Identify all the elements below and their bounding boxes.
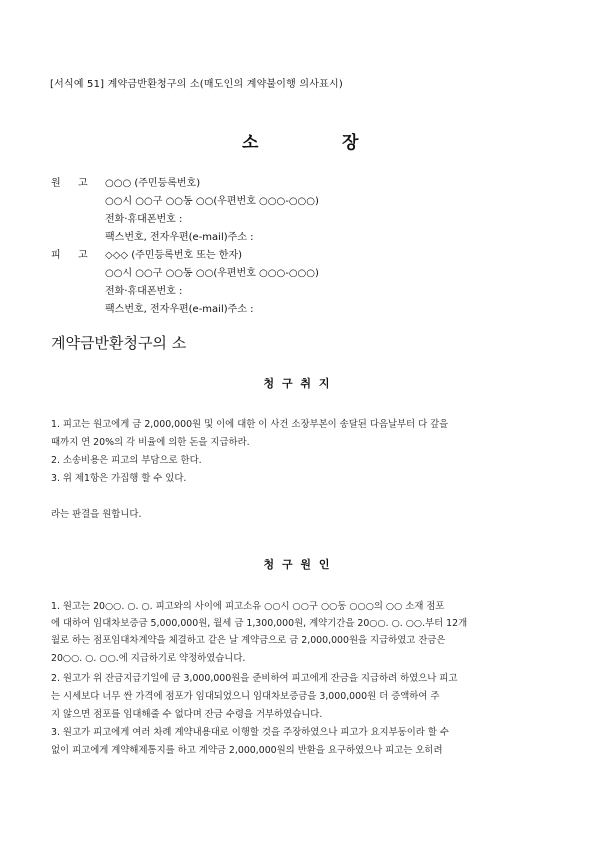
plaintiff-address: ○○시 ○○구 ○○동 ○○(우편번호 ○○○-○○○) xyxy=(105,196,319,207)
causes-heading: 청 구 원 인 xyxy=(263,558,332,571)
plaintiff-label-2: 고 xyxy=(78,178,88,189)
claims-closing: 라는 판결을 원합니다. xyxy=(51,509,142,520)
defendant-label-1: 피 xyxy=(51,250,61,261)
defendant-phone: 전화·휴대폰번호 : xyxy=(105,286,183,297)
plaintiff-fax-email: 팩스번호, 전자우편(e-mail)주소 : xyxy=(105,232,254,243)
claims-line: 3. 위 제1항은 가집행 할 수 있다. xyxy=(51,473,187,484)
causes-line: 3. 원고가 피고에게 여러 차례 계약내용대로 이행할 것을 주장하였으나 피고가 요지부동이라 할 수 xyxy=(51,727,449,738)
defendant-label-2: 고 xyxy=(78,250,88,261)
claims-line: 2. 소송비용은 피고의 부담으로 한다. xyxy=(51,455,202,466)
causes-line: 는 시세보다 너무 싼 가격에 점포가 임대되었으니 임대차보증금을 3,000,000원 더 증액하여 주 xyxy=(51,691,440,702)
defendant-name: ◇◇◇ (주민등록번호 또는 한자) xyxy=(105,250,243,261)
causes-line: 2. 원고가 위 잔금지급기일에 금 3,000,000원을 준비하여 피고에게 잔금을 지급하려 하였으나 피고 xyxy=(51,673,458,684)
causes-line: 20○○. ○. ○○.에 지급하기로 약정하였습니다. xyxy=(51,653,246,664)
claims-line: 때까지 연 20%의 각 비율에 의한 돈을 지급하라. xyxy=(51,437,250,448)
plaintiff-phone: 전화·휴대폰번호 : xyxy=(105,214,183,225)
plaintiff-name: ○○○ (주민등록번호) xyxy=(105,178,201,189)
causes-line: 1. 원고는 20○○. ○. ○. 피고와의 사이에 피고소유 ○○시 ○○구 ○○동 ○○○의 ○○ 소재 점포 xyxy=(51,601,445,612)
causes-line: 에 대하여 임대차보증금 5,000,000원, 월세 금 1,300,000원, 계약기간을 20○○. ○. ○○.부터 12개 xyxy=(51,618,468,629)
title-char-jang: 장 xyxy=(342,133,359,153)
plaintiff-label-1: 원 xyxy=(51,178,61,189)
defendant-address: ○○시 ○○구 ○○동 ○○(우편번호 ○○○-○○○) xyxy=(105,268,319,279)
defendant-fax-email: 팩스번호, 전자우편(e-mail)주소 : xyxy=(105,304,254,315)
case-subject: 계약금반환청구의 소 xyxy=(51,334,187,352)
causes-line: 없이 피고에게 계약해제통지를 하고 계약금 2,000,000원의 반환을 요구하였으나 피고는 오히려 xyxy=(51,745,443,756)
form-header: [서식예 51] 계약금반환청구의 소(매도인의 계약불이행 의사표시) xyxy=(50,79,343,90)
causes-line: 지 않으면 점포를 임대해줄 수 없다며 잔금 수령을 거부하였습니다. xyxy=(51,709,323,720)
claims-heading: 청 구 취 지 xyxy=(263,377,332,390)
causes-line: 월로 하는 점포임대차계약을 체결하고 같은 날 계약금으로 금 2,000,000원을 지급하였고 잔금은 xyxy=(51,635,446,646)
title-char-so: 소 xyxy=(242,133,259,153)
claims-line: 1. 피고는 원고에게 금 2,000,000원 및 이에 대한 이 사건 소장부본이 송달된 다음날부터 다 갚을 xyxy=(51,419,449,430)
